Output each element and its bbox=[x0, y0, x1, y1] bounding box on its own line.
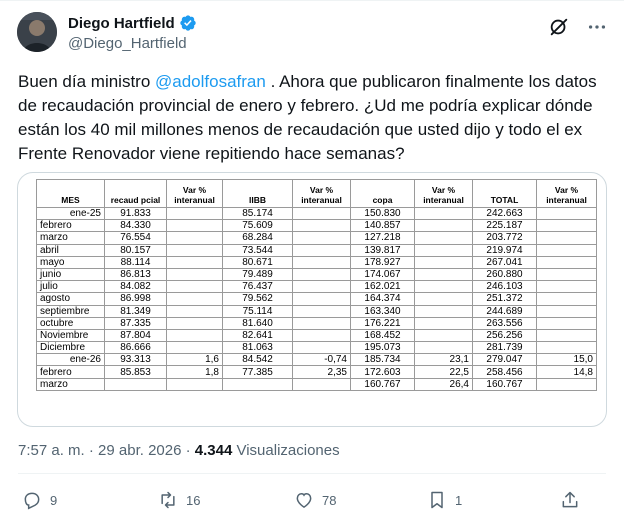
table-cell: 219.974 bbox=[473, 244, 537, 256]
table-cell: junio bbox=[37, 268, 105, 280]
table-header-cell: recaud pcial bbox=[105, 180, 167, 208]
table-cell: 76.554 bbox=[105, 232, 167, 244]
table-cell bbox=[415, 293, 473, 305]
table-cell: 164.374 bbox=[351, 293, 415, 305]
table-cell bbox=[293, 293, 351, 305]
reply-count: 9 bbox=[50, 492, 58, 508]
table-cell: 263.556 bbox=[473, 317, 537, 329]
repost-count: 16 bbox=[186, 492, 201, 508]
table-cell: 14,8 bbox=[537, 366, 597, 378]
table-cell bbox=[537, 317, 597, 329]
table-cell: 203.772 bbox=[473, 232, 537, 244]
table-cell bbox=[415, 342, 473, 354]
table-header-cell: Var % interanual bbox=[415, 180, 473, 208]
table-cell: 244.689 bbox=[473, 305, 537, 317]
table-cell: 73.544 bbox=[223, 244, 293, 256]
table-cell: 195.073 bbox=[351, 342, 415, 354]
repost-icon bbox=[158, 490, 178, 510]
table-header-row bbox=[37, 180, 597, 208]
table-cell: 2,35 bbox=[293, 366, 351, 378]
table-row bbox=[37, 293, 597, 305]
table-cell: 174.067 bbox=[351, 268, 415, 280]
reply-button[interactable] bbox=[22, 490, 57, 510]
avatar-photo-icon bbox=[17, 12, 57, 52]
views-label: Visualizaciones bbox=[232, 442, 340, 459]
share-button[interactable] bbox=[560, 490, 580, 510]
table-cell bbox=[415, 305, 473, 317]
table-cell bbox=[293, 305, 351, 317]
table-cell: 172.603 bbox=[351, 366, 415, 378]
table-row bbox=[37, 256, 597, 268]
table-cell bbox=[293, 256, 351, 268]
table-cell bbox=[537, 305, 597, 317]
table-cell: 85.174 bbox=[223, 208, 293, 220]
verified-badge-icon bbox=[179, 14, 197, 32]
table-cell: -0,74 bbox=[293, 354, 351, 366]
table-cell bbox=[415, 281, 473, 293]
table-cell bbox=[293, 317, 351, 329]
table-row bbox=[37, 378, 597, 390]
table-cell: 258.456 bbox=[473, 366, 537, 378]
table-cell: 81.063 bbox=[223, 342, 293, 354]
table-cell: 150.830 bbox=[351, 208, 415, 220]
table-header-cell: Var % interanual bbox=[293, 180, 351, 208]
table-cell: marzo bbox=[37, 378, 105, 390]
table-cell: mayo bbox=[37, 256, 105, 268]
table-cell: 75.609 bbox=[223, 220, 293, 232]
table-cell: febrero bbox=[37, 366, 105, 378]
table-cell bbox=[167, 256, 223, 268]
table-cell bbox=[537, 329, 597, 341]
actions-divider bbox=[18, 473, 606, 474]
table-cell: 82.641 bbox=[223, 329, 293, 341]
table-cell bbox=[293, 208, 351, 220]
tweet-text-start: Buen día ministro bbox=[18, 72, 156, 91]
top-divider bbox=[0, 0, 624, 1]
table-cell bbox=[167, 244, 223, 256]
table-cell bbox=[293, 342, 351, 354]
table-row bbox=[37, 366, 597, 378]
table-row bbox=[37, 329, 597, 341]
table-header-cell: TOTAL bbox=[473, 180, 537, 208]
table-cell bbox=[293, 232, 351, 244]
table-cell: 86.813 bbox=[105, 268, 167, 280]
table-cell: 140.857 bbox=[351, 220, 415, 232]
table-cell: 84.330 bbox=[105, 220, 167, 232]
tweet-meta bbox=[18, 442, 340, 459]
table-cell bbox=[537, 281, 597, 293]
like-count: 78 bbox=[322, 492, 337, 508]
table-cell bbox=[537, 208, 597, 220]
table-row bbox=[37, 232, 597, 244]
table-cell: febrero bbox=[37, 220, 105, 232]
table-cell bbox=[537, 342, 597, 354]
table-row bbox=[37, 342, 597, 354]
table-cell bbox=[167, 342, 223, 354]
table-cell bbox=[293, 268, 351, 280]
more-icon[interactable] bbox=[586, 16, 608, 38]
table-cell bbox=[537, 256, 597, 268]
table-cell: julio bbox=[37, 281, 105, 293]
tweet-text-end: . Ahora que publicaron finalmente los datos de recaudación provincial de enero y febrero. ¿Ud me podría explicar dónde están los 40 mil millones menos de recaudación que usted dijo y todo el ex Frente Renovador viene repitiendo hace semanas? bbox=[18, 72, 597, 163]
table-cell bbox=[415, 268, 473, 280]
table-cell: 176.221 bbox=[351, 317, 415, 329]
table-row bbox=[37, 208, 597, 220]
table-cell: 163.340 bbox=[351, 305, 415, 317]
table-cell: 75.114 bbox=[223, 305, 293, 317]
table-cell: 260.880 bbox=[473, 268, 537, 280]
table-cell: 77.385 bbox=[223, 366, 293, 378]
table-cell bbox=[293, 378, 351, 390]
table-cell: 88.114 bbox=[105, 256, 167, 268]
table-cell: 87.804 bbox=[105, 329, 167, 341]
top-icons bbox=[548, 16, 608, 38]
views-count: 4.344 bbox=[194, 442, 233, 459]
table-cell: 225.187 bbox=[473, 220, 537, 232]
table-cell: ene-25 bbox=[37, 208, 105, 220]
table-cell: 84.082 bbox=[105, 281, 167, 293]
avatar[interactable] bbox=[17, 12, 57, 52]
table-cell bbox=[537, 232, 597, 244]
like-button[interactable] bbox=[294, 490, 336, 510]
table-cell: 76.437 bbox=[223, 281, 293, 293]
table-cell: 93.313 bbox=[105, 354, 167, 366]
revenue-table bbox=[36, 179, 597, 391]
table-header-cell: copa bbox=[351, 180, 415, 208]
table-cell bbox=[167, 220, 223, 232]
table-cell bbox=[167, 305, 223, 317]
table-header-cell: Var % interanual bbox=[167, 180, 223, 208]
table-cell: 279.047 bbox=[473, 354, 537, 366]
table-row bbox=[37, 268, 597, 280]
tweet-timestamp[interactable]: 7:57 a. m. · 29 abr. 2026 · bbox=[18, 442, 195, 459]
reply-icon bbox=[22, 490, 42, 510]
table-cell: 127.218 bbox=[351, 232, 415, 244]
table-cell: septiembre bbox=[37, 305, 105, 317]
table-cell: 84.542 bbox=[223, 354, 293, 366]
table-cell bbox=[293, 329, 351, 341]
table-cell: 81.640 bbox=[223, 317, 293, 329]
table-cell: Diciembre bbox=[37, 342, 105, 354]
table-cell: 79.489 bbox=[223, 268, 293, 280]
table-cell bbox=[415, 329, 473, 341]
table-row bbox=[37, 281, 597, 293]
table-row bbox=[37, 354, 597, 366]
table-cell bbox=[293, 220, 351, 232]
table-cell: 26,4 bbox=[415, 378, 473, 390]
table-cell: 80.671 bbox=[223, 256, 293, 268]
table-cell: 246.103 bbox=[473, 281, 537, 293]
table-cell bbox=[537, 220, 597, 232]
table-cell: 162.021 bbox=[351, 281, 415, 293]
author-block bbox=[68, 13, 197, 52]
table-cell: 91.833 bbox=[105, 208, 167, 220]
table-cell: 178.927 bbox=[351, 256, 415, 268]
table-cell: abril bbox=[37, 244, 105, 256]
table-cell bbox=[537, 244, 597, 256]
table-cell bbox=[293, 244, 351, 256]
table-cell: 160.767 bbox=[351, 378, 415, 390]
grok-icon[interactable] bbox=[548, 16, 570, 38]
table-cell bbox=[293, 281, 351, 293]
table-cell: 185.734 bbox=[351, 354, 415, 366]
table-row bbox=[37, 220, 597, 232]
tweet-text bbox=[18, 70, 610, 166]
table-row bbox=[37, 305, 597, 317]
table-cell bbox=[223, 378, 293, 390]
table-cell: marzo bbox=[37, 232, 105, 244]
table-cell: 1,6 bbox=[167, 354, 223, 366]
table-cell: 242.663 bbox=[473, 208, 537, 220]
table-cell bbox=[167, 232, 223, 244]
table-cell: 251.372 bbox=[473, 293, 537, 305]
table-cell bbox=[167, 281, 223, 293]
table-cell bbox=[415, 220, 473, 232]
table-header-cell: MES bbox=[37, 180, 105, 208]
repost-button[interactable] bbox=[158, 490, 200, 510]
table-cell: 1,8 bbox=[167, 366, 223, 378]
table-row bbox=[37, 244, 597, 256]
table-cell bbox=[167, 208, 223, 220]
table-cell: 256.256 bbox=[473, 329, 537, 341]
table-cell bbox=[415, 232, 473, 244]
table-cell bbox=[415, 256, 473, 268]
table-header-cell: Var % interanual bbox=[537, 180, 597, 208]
table-cell bbox=[167, 378, 223, 390]
table-cell bbox=[415, 208, 473, 220]
author-handle[interactable]: @Diego_Hartfield bbox=[68, 35, 187, 52]
table-cell bbox=[167, 293, 223, 305]
table-cell: 267.041 bbox=[473, 256, 537, 268]
tweet-image[interactable] bbox=[17, 172, 607, 427]
action-bar bbox=[22, 490, 592, 514]
table-cell bbox=[167, 317, 223, 329]
bookmark-button[interactable] bbox=[427, 490, 462, 510]
table-cell: agosto bbox=[37, 293, 105, 305]
table-cell: 22,5 bbox=[415, 366, 473, 378]
bookmark-count: 1 bbox=[455, 492, 463, 508]
bookmark-icon bbox=[427, 490, 447, 510]
table-cell: octubre bbox=[37, 317, 105, 329]
table-cell: 81.349 bbox=[105, 305, 167, 317]
table-cell: 85.853 bbox=[105, 366, 167, 378]
share-icon bbox=[560, 490, 580, 510]
table-cell: 168.452 bbox=[351, 329, 415, 341]
table-header-cell: IIBB bbox=[223, 180, 293, 208]
table-cell bbox=[105, 378, 167, 390]
table-cell bbox=[537, 293, 597, 305]
mention-link[interactable]: @adolfosafran bbox=[155, 72, 266, 91]
table-cell: 23,1 bbox=[415, 354, 473, 366]
table-cell: 160.767 bbox=[473, 378, 537, 390]
table-cell: 15,0 bbox=[537, 354, 597, 366]
table-cell bbox=[167, 268, 223, 280]
table-cell: 68.284 bbox=[223, 232, 293, 244]
table-cell: 139.817 bbox=[351, 244, 415, 256]
table-cell: 86.998 bbox=[105, 293, 167, 305]
table-cell: 86.666 bbox=[105, 342, 167, 354]
table-cell: Noviembre bbox=[37, 329, 105, 341]
table-cell: 87.335 bbox=[105, 317, 167, 329]
table-cell bbox=[167, 329, 223, 341]
table-cell: ene-26 bbox=[37, 354, 105, 366]
heart-icon bbox=[294, 490, 314, 510]
table-cell bbox=[415, 244, 473, 256]
table-cell: 80.157 bbox=[105, 244, 167, 256]
author-name[interactable]: Diego Hartfield bbox=[68, 14, 175, 32]
table-cell: 79.562 bbox=[223, 293, 293, 305]
table-row bbox=[37, 317, 597, 329]
table-cell bbox=[537, 268, 597, 280]
table-cell bbox=[415, 317, 473, 329]
table-cell bbox=[537, 378, 597, 390]
table-cell: 281.739 bbox=[473, 342, 537, 354]
